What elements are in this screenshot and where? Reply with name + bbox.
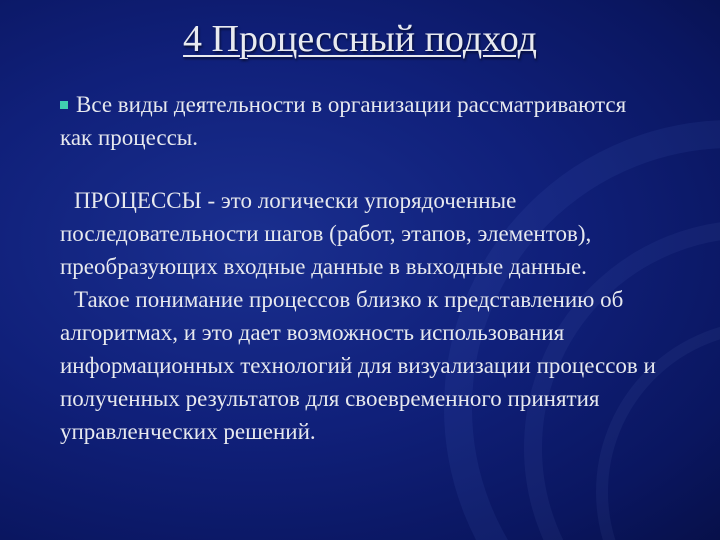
explanation-paragraph: Такое понимание процессов близко к представлению об алгоритмах, и это дает возможность использования информационных технологий для визуализации процессов и полученных результатов для своевременного принятия управленческих решений. [60,287,656,444]
bullet-text: Все виды деятельности в организации рассматриваются как процессы. [60,92,627,150]
square-bullet-icon [60,101,68,109]
slide-body [60,88,660,448]
definition-paragraph: ПРОЦЕССЫ - это логически упорядоченные последовательности шагов (работ, этапов, элементов), преобразующих входные данные в выходные данные. [60,188,592,279]
bullet-item [60,88,660,154]
slide-title: 4 Процессный подход [183,18,537,60]
